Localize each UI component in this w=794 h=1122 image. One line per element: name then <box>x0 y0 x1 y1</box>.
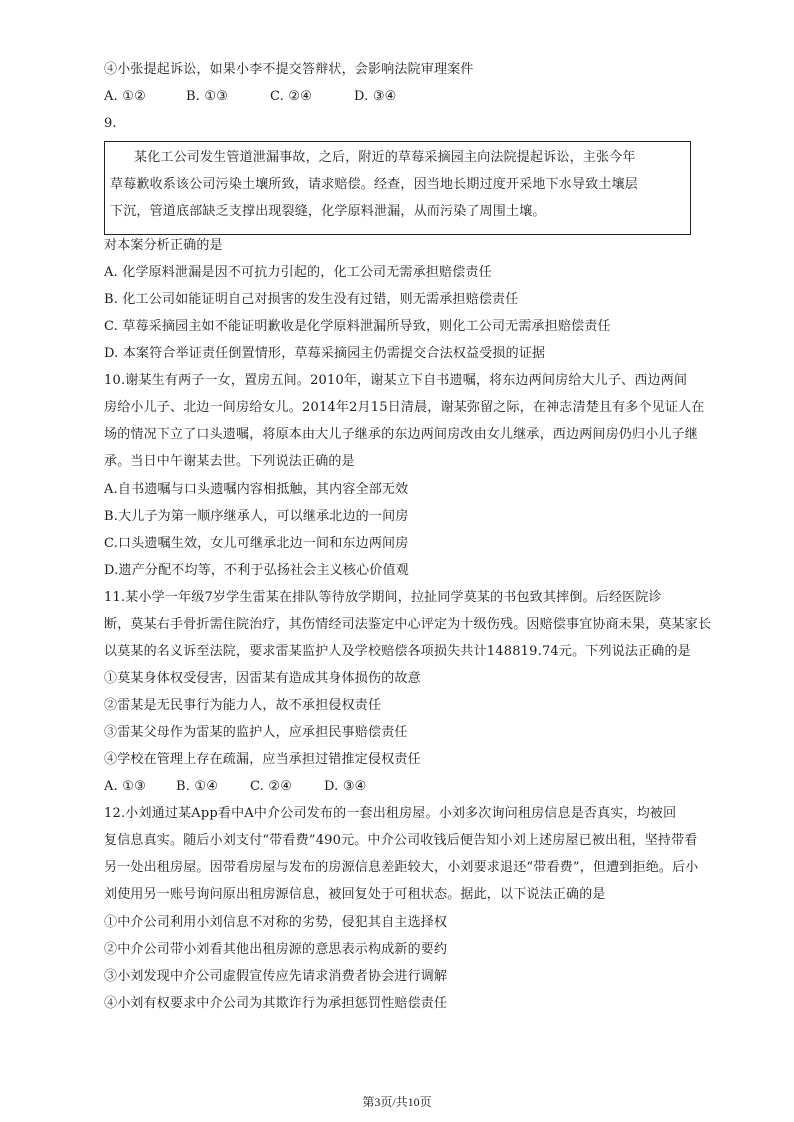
q8-option-a: A. ①② <box>104 89 146 104</box>
q11-statement-3: ③雷某父母作为雷某的监护人，应承担民事赔偿责任 <box>104 725 408 740</box>
q8-option-d: D. ③④ <box>354 89 397 104</box>
q12-statement-2: ②中介公司带小刘看其他出租房源的意思表示构成新的要约 <box>104 942 448 957</box>
q10-text-line-1: 10.谢某生有两子一女，置房五间。2010年，谢某立下自书遗嘱，将东边两间房给大儿子、西边两间 <box>104 373 688 388</box>
q11-options <box>104 778 367 796</box>
q9-number: 9. <box>104 116 117 131</box>
q9-case-line-3: 下沉，管道底部缺乏支撑出现裂缝，化学原料泄漏，从而污染了周围土壤。 <box>110 204 546 219</box>
q11-statement-2: ②雷某是无民事行为能力人，故不承担侵权责任 <box>104 698 382 713</box>
q11-text-line-3: 以莫某的名义诉至法院，要求雷某监护人及学校赔偿各项损失共计148819.74元。下列说法正确的是 <box>104 644 691 659</box>
q12-statement-3: ③小刘发现中介公司虚假宣传应先请求消费者协会进行调解 <box>104 969 448 984</box>
q8-statement-4: ④小张提起诉讼，如果小李不提交答辩状，会影响法院审理案件 <box>104 62 474 77</box>
q12-statement-1: ①中介公司利用小刘信息不对称的劣势，侵犯其自主选择权 <box>104 915 448 930</box>
q11-option-a: A. ①③ <box>104 779 146 794</box>
q12-text-line-2: 复信息真实。随后小刘支付“带看费”490元。中介公司收钱后便告知小刘上述房屋已被出租，坚持带看 <box>104 833 698 848</box>
q9-case-line-1: 某化工公司发生管道泄漏事故，之后，附近的草莓采摘园主向法院提起诉讼，主张今年 <box>134 150 636 165</box>
q11-statement-4: ④学校在管理上存在疏漏，应当承担过错推定侵权责任 <box>104 752 421 767</box>
q10-text-line-4: 承。当日中午谢某去世。下列说法正确的是 <box>104 454 355 469</box>
q10-option-d: D.遗产分配不均等，不利于弘扬社会主义核心价值观 <box>104 563 409 578</box>
q12-statement-4: ④小刘有权要求中介公司为其欺诈行为承担惩罚性赔偿责任 <box>104 996 448 1011</box>
q11-statement-1: ①莫某身体权受侵害，因雷某有造成其身体损伤的故意 <box>104 671 421 686</box>
q9-case-line-2: 草莓歉收系该公司污染土壤所致，请求赔偿。经查，因当地长期过度开采地下水导致土壤层 <box>110 177 639 192</box>
q10-option-c: C.口头遗嘱生效，女儿可继承北边一间和东边两间房 <box>104 536 409 551</box>
q11-text-line-2: 断，莫某右手骨折需住院治疗，其伤情经司法鉴定中心评定为十级伤残。因赔偿事宜协商未果，莫某家长 <box>104 617 712 632</box>
q8-options <box>104 88 397 106</box>
q9-option-a: A. 化学原料泄漏是因不可抗力引起的，化工公司无需承担赔偿责任 <box>104 265 492 280</box>
q12-text-line-3: 另一处出租房屋。因带看房屋与发布的房源信息差距较大，小刘要求退还“带看费”，但遭到拒绝。后小 <box>104 860 699 875</box>
q10-option-a: A.自书遗嘱与口头遗嘱内容相抵触，其内容全部无效 <box>104 482 409 497</box>
page-footer: 第3页/共10页 <box>362 1095 432 1109</box>
q10-text-line-2: 房给小儿子、北边一间房给女儿。2014年2月15日清晨，谢某弥留之际，在神志清楚且有多个见证人在 <box>104 400 705 415</box>
q10-text-line-3: 场的情况下立了口头遗嘱，将原本由大儿子继承的东边两间房改由女儿继承，西边两间房仍归小儿子继 <box>104 427 699 442</box>
q9-stem: 对本案分析正确的是 <box>104 238 223 253</box>
q9-option-b: B. 化工公司如能证明自己对损害的发生没有过错，则无需承担赔偿责任 <box>104 292 519 307</box>
q11-option-c: C. ②④ <box>250 779 293 794</box>
q11-text-line-1: 11.某小学一年级7岁学生雷某在排队等待放学期间，拉扯同学莫某的书包致其摔倒。后经医院诊 <box>104 590 662 605</box>
q9-option-c: C. 草莓采摘园主如不能证明歉收是化学原料泄漏所导致，则化工公司无需承担赔偿责任 <box>104 319 611 334</box>
q12-text-line-4: 刘使用另一账号询问原出租房源信息，被回复处于可租状态。据此，以下说法正确的是 <box>104 887 606 902</box>
q11-option-b: B. ①④ <box>176 779 219 794</box>
q12-text-line-1: 12.小刘通过某App看中A中介公司发布的一套出租房屋。小刘多次询问租房信息是否真实，均被回 <box>104 806 677 821</box>
q9-option-d: D. 本案符合举证责任倒置情形，草莓采摘园主仍需提交合法权益受损的证据 <box>104 346 546 361</box>
q8-option-b: B. ①③ <box>186 89 229 104</box>
q10-option-b: B.大儿子为第一顺序继承人，可以继承北边的一间房 <box>104 509 409 524</box>
q8-option-c: C. ②④ <box>270 89 313 104</box>
q11-option-d: D. ③④ <box>324 779 367 794</box>
